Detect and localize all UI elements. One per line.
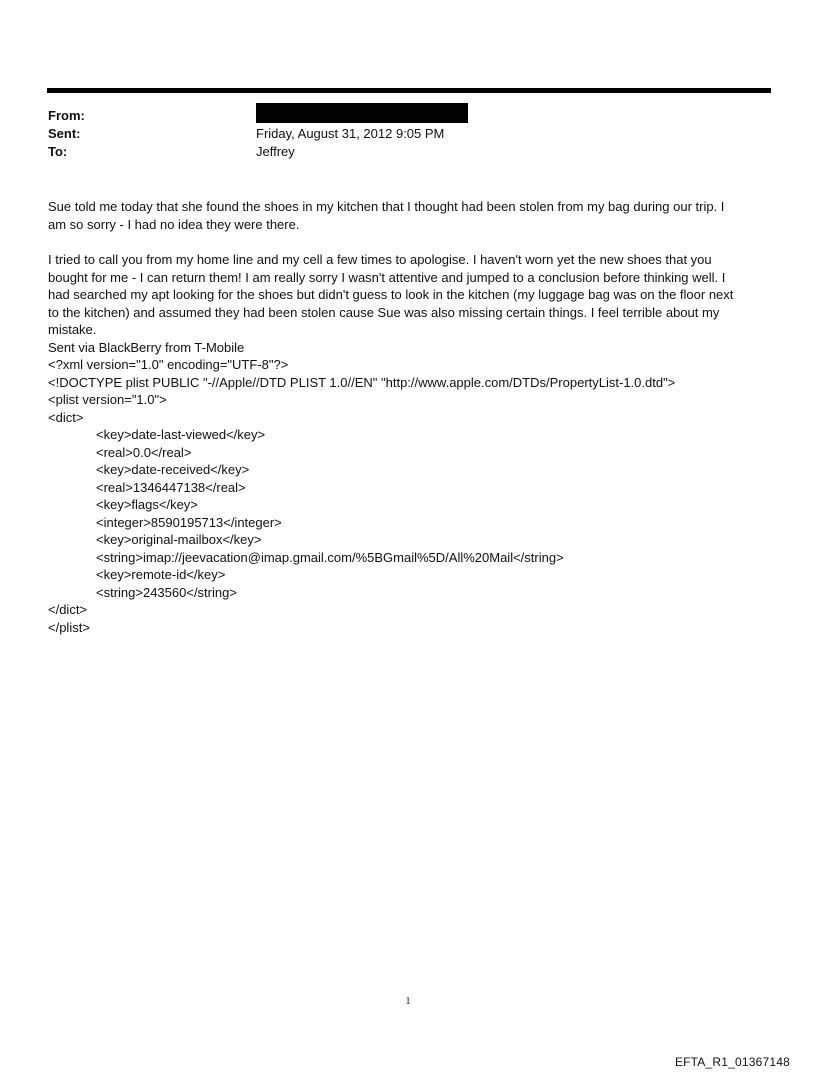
plist-entry: <string>243560</string> xyxy=(96,584,237,600)
to-label: To: xyxy=(48,144,68,159)
from-row xyxy=(48,107,768,125)
plist-entry: <key>date-received</key> xyxy=(96,462,250,477)
plist-entry: <real>0.0</real> xyxy=(96,444,192,460)
plist-open-tag: <plist version="1.0"> xyxy=(48,392,167,407)
plist-entry: <integer>8590195713</integer> xyxy=(96,514,282,530)
plist-entry: <string>imap://jeevacation@imap.gmail.com/%5BGmail%5D/All%20Mail</string> xyxy=(96,549,564,565)
plist-entry: <key>flags</key> xyxy=(96,497,198,512)
from-label: From: xyxy=(48,108,85,123)
plist-doctype: <!DOCTYPE plist PUBLIC "-//Apple//DTD PLIST 1.0//EN" "http://www.apple.com/DTDs/PropertyList-1.0.dtd"> xyxy=(48,374,676,390)
page-number: 1 xyxy=(405,996,411,1007)
sent-row xyxy=(48,125,768,143)
redacted-sender xyxy=(256,103,468,123)
email-header xyxy=(48,107,768,161)
sent-label: Sent: xyxy=(48,126,81,141)
body-paragraph-2: I tried to call you from my home line and my cell a few times to apologise. I haven't worn yet the new shoes that you bought for me - I can return them! I am really sorry I wasn't attentive and jumped to a conclusion before thinking well. I had searched my apt looking for the shoes but didn't guess to look in the kitchen (my luggage bag was on the floor next to the kitchen) and assumed they had been stolen cause Sue was also missing certain things. I feel terrible about my mistake. xyxy=(48,252,734,337)
body-paragraph-1: Sue told me today that she found the shoes in my kitchen that I thought had been stolen from my bag during our trip. I am so sorry - I had no idea they were there. xyxy=(48,199,725,232)
to-value: Jeffrey xyxy=(256,144,295,159)
document-id: EFTA_R1_01367148 xyxy=(674,1055,790,1069)
plist-close-tag: </plist> xyxy=(48,619,90,635)
plist-dict-close: </dict> xyxy=(48,602,88,617)
plist-dict-open: <dict> xyxy=(48,409,84,425)
plist-entry: <key>remote-id</key> xyxy=(96,567,226,582)
to-row xyxy=(48,143,768,161)
plist-entry: <key>date-last-viewed</key> xyxy=(96,427,266,442)
header-divider xyxy=(47,88,771,93)
email-signature: Sent via BlackBerry from T-Mobile xyxy=(48,339,245,355)
email-body xyxy=(48,198,772,636)
sent-value: Friday, August 31, 2012 9:05 PM xyxy=(256,126,445,141)
plist-xml-declaration: <?xml version="1.0" encoding="UTF-8"?> xyxy=(48,357,289,372)
plist-entry: <real>1346447138</real> xyxy=(96,479,246,495)
plist-entry: <key>original-mailbox</key> xyxy=(96,532,262,547)
